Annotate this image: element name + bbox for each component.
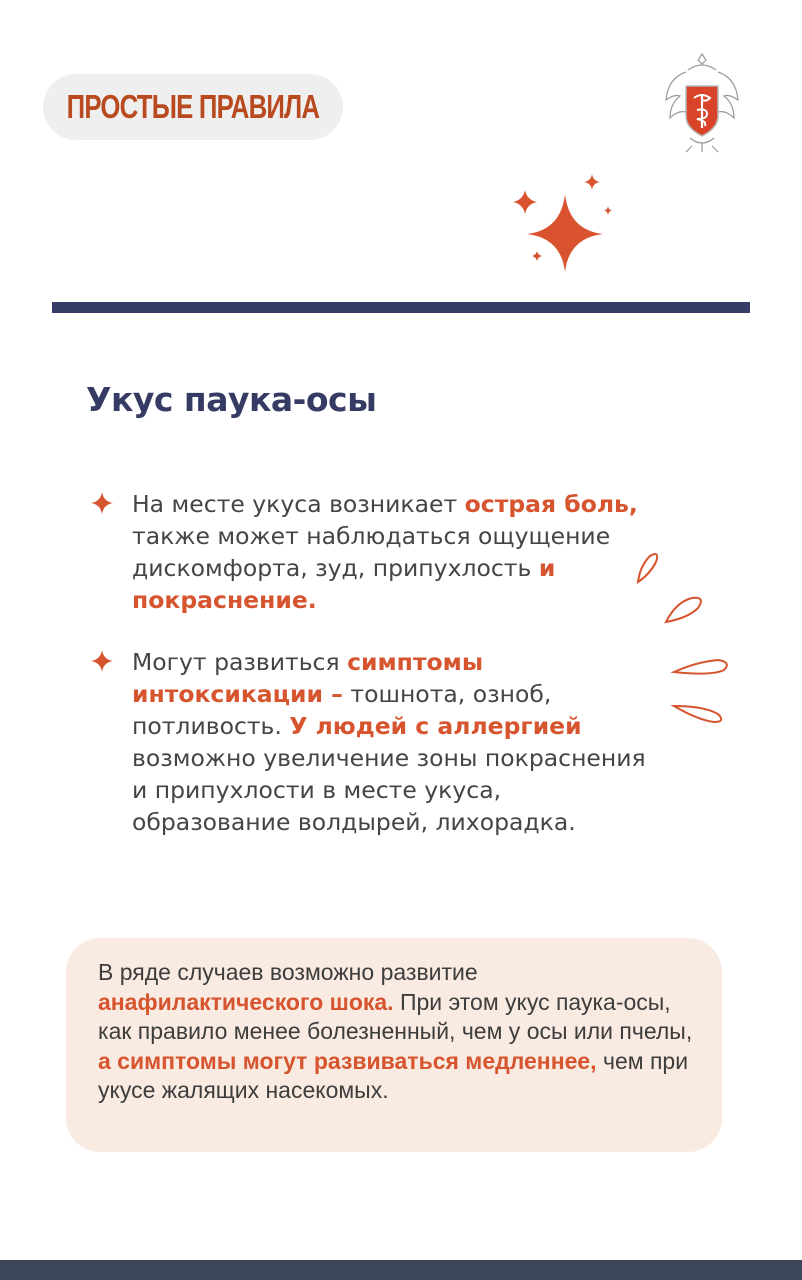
page-title: Укус паука-осы <box>86 380 377 419</box>
four-point-star-icon <box>90 649 114 673</box>
ministry-of-health-emblem-icon <box>664 50 740 158</box>
anaphylaxis-note-card <box>66 938 722 1152</box>
footer-bar <box>0 1260 802 1280</box>
header-divider <box>52 302 750 313</box>
badge-label: ПРОСТЫЕ ПРАВИЛА <box>66 88 320 125</box>
note-text: В ряде случаев возможно развитие анафилактического шока. При этом укус паука-осы, как правило менее болезненный, чем у осы или пчелы, а симптомы могут развиваться медленнее, чем при укусе жалящих насекомых. <box>98 959 693 1103</box>
sparkles-icon <box>505 168 635 278</box>
bullet-item-pain: На месте укуса возникает острая боль, также может наблюдаться ощущение дискомфорта, зуд, припухлость и покраснение. <box>90 488 650 616</box>
four-point-star-icon <box>90 491 114 515</box>
petal-decoration-icon <box>634 546 744 736</box>
section-badge <box>43 74 343 140</box>
bullet-item-intoxication: Могут развиться симптомы интоксикации – тошнота, озноб, потливость. У людей с аллергией возможно увеличение зоны покраснения и припухлости в месте укуса, образование волдырей, лихорадка. <box>90 646 650 838</box>
bullet-list <box>90 488 650 868</box>
